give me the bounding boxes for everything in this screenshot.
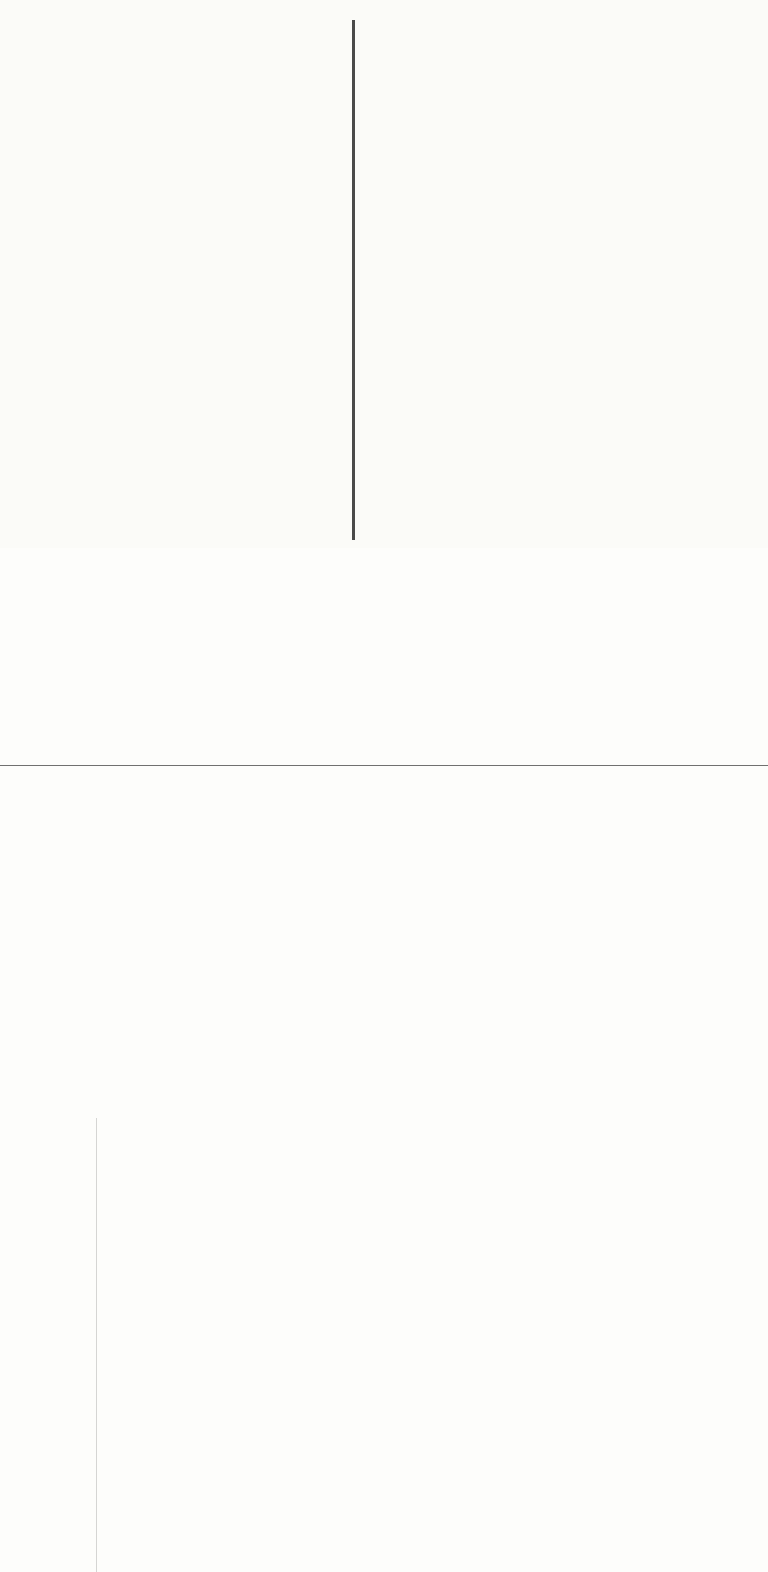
scan-fold-line bbox=[0, 765, 768, 766]
page-edge-line bbox=[96, 1118, 97, 1572]
page-gutter-shadow bbox=[352, 20, 355, 540]
scanned-page-bottom bbox=[0, 548, 768, 1024]
scanned-page-top bbox=[0, 0, 768, 548]
